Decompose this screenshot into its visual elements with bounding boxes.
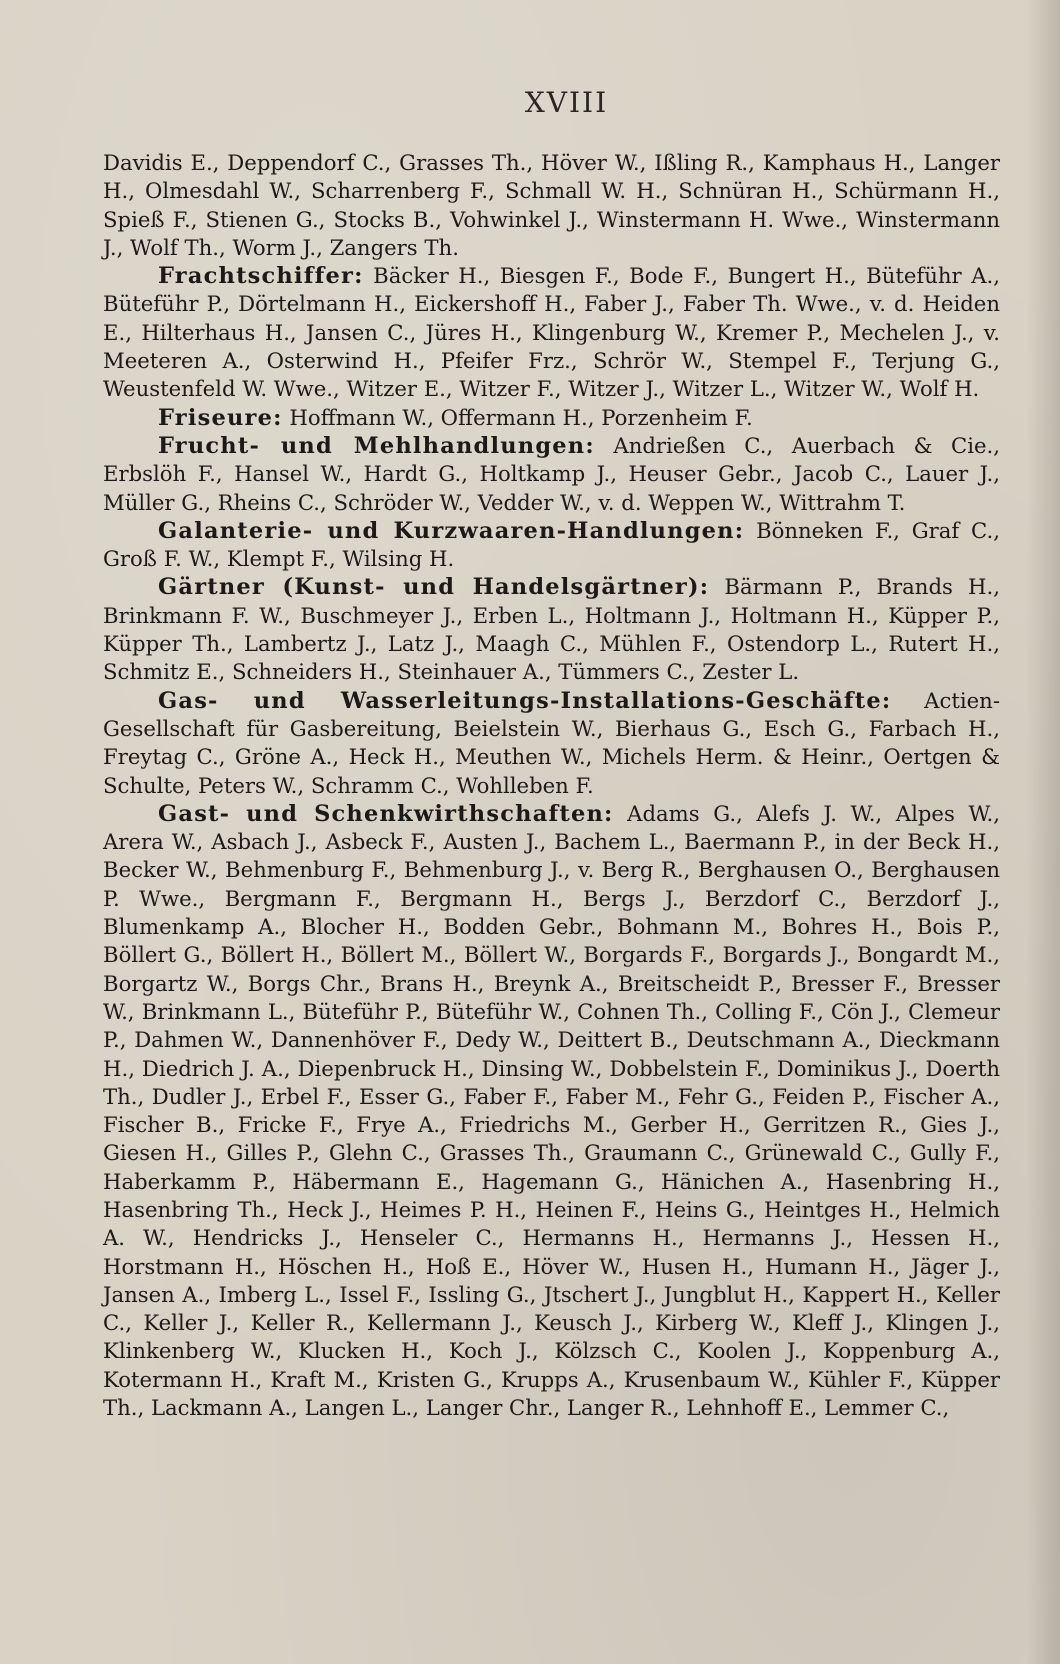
entry-names: Adams G., Alefs J. W., Alpes W., Arera W., Asbach J., Asbeck F., Austen J., Bachem L., Baermann P., in der Beck H., Becker W., Behmenburg F., Behmenburg J., v. Berg R., Berghausen O., Berghausen P. Wwe., Bergmann F., Bergmann H., Bergs J., Berzdorf C., Berzdorf J., Blumenkamp A., Blocher H., Bodden Gebr., Bohmann M., Bohres H., Bois P., Böllert G., Böllert H., Böllert M., Böllert W., Borgards F., Borgards J., Bongardt M., Borgartz W., Borgs Chr., Brans H., Breynk A., Breitscheidt P., Bresser F., Bresser W., Brinkmann L., Büteführ P., Büteführ W., Cohnen Th., Colling F., Cön J., Clemeur P., Dahmen W., Dannenhöver F., Dedy W., Deittert B., Deutschmann A., Dieckmann H., Diedrich J. A., Diepenbruck H., Dinsing W., Dobbelstein F., Dominikus J., Doerth Th., Dudler J., Erbel F., Esser G., Faber F., Faber M., Fehr G., Feiden P., Fischer A., Fischer B., Fricke F., Frye A., Friedrichs M., Gerber H., Gerritzen R., Gies J., Giesen H., Gilles P., Glehn C., Grasses Th., Graumann C., Grünewald C., Gully F., Haberkamm P., Häbermann E., Hagemann G., Hänichen A., Hasenbring H., Hasenbring Th., Heck J., Heimes P. H., Heinen F., Heins G., Heintges H., Helmich A. W., Hendricks J., Henseler C., Hermanns H., Hermanns J., Hessen H., Horstmann H., Höschen H., Hoß E., Höver W., Husen H., Humann H., Jäger J., Jansen A., Imberg L., Issel F., Issling G., Jtschert J., Jungblut H., Kappert H., Keller C., Keller J., Keller R., Kellermann J., Keusch J., Kirberg W., Kleff J., Klingen J., Klinkenberg W., Klucken H., Koch J., Kölzsch C., Koolen J., Koppenburg A., Kotermann H., Kraft M., Kristen G., Krupps A., Krusenbaum W., Kühler F., Küpper Th., Lackmann A., Langen L., Langer Chr., Langer R., Lehnhoff E., Lemmer C., [103, 800, 1000, 1421]
list-entry [103, 432, 1000, 517]
entry-names: Actien-Gesellschaft für Gasbereitung, Beielstein W., Bierhaus G., Esch G., Farbach H., Freytag C., Gröne A., Heck H., Meuthen W., Michels Herm. & Heinr., Oertgen & Schulte, Peters W., Schramm C., Wohlleben F. [103, 687, 1000, 798]
category-heading: Gärtner (Kunst- und Handelsgärtner): [158, 574, 710, 601]
page-number: XVIII [524, 86, 609, 119]
category-heading: Frachtschiffer: [158, 263, 364, 290]
list-entry [103, 687, 1000, 800]
list-entry [103, 800, 1000, 1423]
list-entry [103, 573, 1000, 686]
entry-names: Davidis E., Deppendorf C., Grasses Th., Höver W., Ißling R., Kamphaus H., Langer H., Olmesdahl W., Scharrenberg F., Schmall W. H., Schnüran H., Schürmann H., Spieß F., Stienen G., Stocks B., Vohwinkel J., Winstermann H. Wwe., Winstermann J., Wolf Th., Worm J., Zangers Th. [103, 150, 1000, 260]
list-entry [103, 149, 1000, 262]
entry-names: Bönneken F., Graf C., Groß F. W., Klempt F., Wilsing H. [103, 517, 1000, 572]
list-entry [103, 404, 1000, 432]
list-entry [103, 517, 1000, 574]
page-edge-shadow [1026, 0, 1060, 1664]
entry-names: Andrießen C., Auerbach & Cie., Erbslöh F., Hansel W., Hardt G., Holtkamp J., Heuser Gebr., Jacob C., Lauer J., Müller G., Rheins C., Schröder W., Vedder W., v. d. Weppen W., Wittrahm T. [103, 432, 1000, 515]
entry-names: Bärmann P., Brands H., Brinkmann F. W., Buschmeyer J., Erben L., Holtmann J., Holtmann H., Küpper P., Küpper Th., Lambertz J., Latz J., Maagh C., Mühlen F., Ostendorp L., Rutert H., Schmitz E., Schneiders H., Steinhauer A., Tümmers C., Zester L. [103, 574, 1000, 685]
category-heading: Gast- und Schenkwirthschaften: [158, 800, 614, 827]
category-heading: Galanterie- und Kurzwaaren-Handlungen: [158, 517, 745, 544]
category-heading: Friseure: [158, 404, 283, 431]
entry-names: Bäcker H., Biesgen F., Bode F., Bungert H., Büteführ A., Büteführ P., Dörtelmann H., Eickershoff H., Faber J., Faber Th. Wwe., v. d. Heiden E., Hilterhaus H., Jansen C., Jüres H., Klingenburg W., Kremer P., Mechelen J., v. Meeteren A., Osterwind H., Pfeifer Frz., Schrör W., Stempel F., Terjung G., Weustenfeld W. Wwe., Witzer E., Witzer F., Witzer J., Witzer L., Witzer W., Wolf H. [103, 263, 1000, 402]
category-heading: Gas- und Wasserleitungs-Installations-Geschäfte: [158, 687, 892, 714]
entry-names: Hoffmann W., Offermann H., Porzenheim F. [289, 404, 753, 430]
category-heading: Frucht- und Mehlhandlungen: [158, 432, 595, 459]
list-entry [103, 262, 1000, 403]
